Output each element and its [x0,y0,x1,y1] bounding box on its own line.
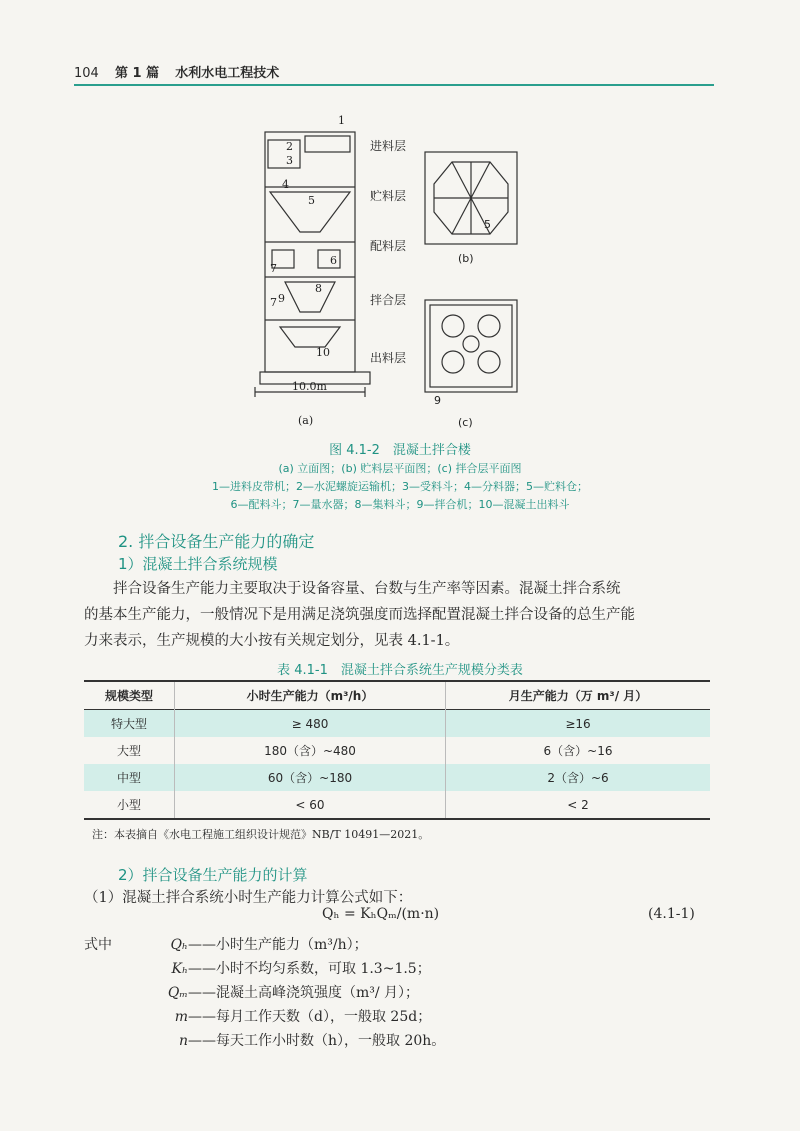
para-line: 的基本生产能力，一般情况下是用满足浇筑强度而选择配置混凝土拌合设备的总生产能 [84,607,635,623]
definition-text: ——每天工作小时数（h），一般取 20h。 [188,1033,446,1049]
table-cell: 2（含）~6 [547,771,609,785]
subsection-calc: 2）拌合设备生产能力的计算 [118,866,308,884]
label-6: 6 [330,254,337,267]
table-header: 小时生产能力（m³/h） [175,681,446,710]
scale-table [84,680,710,820]
definition-text: ——每月工作天数（d），一般取 25d； [188,1009,432,1025]
sub-label-b: (b) [458,252,474,265]
table-cell: 大型 [84,737,175,764]
book-title: 水利水电工程技术 [175,66,280,81]
formula: Qₕ = KₕQₘ/(m·n) [322,906,440,922]
label-2: 2 [286,140,293,153]
hopper-box [268,140,300,168]
table-row [84,710,710,738]
label-1: 1 [338,114,345,127]
sub-label-a: (a) [298,414,314,427]
section-heading: 2. 拌合设备生产能力的确定 [118,532,315,551]
table-cell: 6（含）~16 [543,744,613,758]
formula-number: (4.1-1) [648,906,695,922]
subsection-scale: 1）混凝土拌合系统规模 [118,555,278,573]
definition-symbol: Qₕ [170,937,188,953]
plan-c-label-9: 9 [434,394,441,407]
definition-text: ——混凝土高峰浇筑强度（m³/ 月）； [188,985,420,1001]
header-rule [74,84,714,86]
conveyor-box [305,136,350,152]
table-note: 注：本表摘自《水电工程施工组织设计规范》NB/T 10491—2021。 [92,828,430,841]
table-header: 月生产能力（万 m³/ 月） [508,689,648,703]
figure-legend-1: 1—进料皮带机；2—水泥螺旋运输机；3—受料斗；4—分料器；5—贮料仓； [212,480,588,493]
part-label: 第 1 篇 [114,66,160,81]
table-header-row [84,681,710,710]
figure-subtitle: (a) 立面图；(b) 贮料层平面图；(c) 拌合层平面图 [278,462,522,475]
label-9: 9 [278,292,285,305]
definition-row [84,982,445,1006]
storage-plan [425,152,517,244]
table-cell: < 2 [567,797,589,812]
definition-symbol: Qₘ [167,985,188,1001]
table-title: 表 4.1-1 混凝土拌合系统生产规模分类表 [277,663,523,678]
level-batching: 配料层 [370,239,407,253]
table-row [84,737,710,764]
table-cell: ≥16 [565,716,591,731]
table-cell: 中型 [84,764,175,791]
table-header: 规模类型 [84,681,175,710]
table-cell: ≥ 480 [175,710,446,738]
label-7a: 7 [270,262,277,275]
table-row [84,764,710,791]
definition-row [84,1030,445,1054]
definition-text: ——小时不均匀系数，可取 1.3~1.5； [188,961,431,977]
label-7b: 7 [270,296,277,309]
definition-row [84,1006,445,1030]
para-line: 力来表示，生产规模的大小按有关规定划分，见表 4.1-1。 [84,633,460,649]
page-number: 104 [74,66,99,81]
definition-row [84,934,445,958]
definition-symbol: n [178,1033,188,1049]
definition-symbol: Kₕ [171,961,188,977]
plan-b-label-5: 5 [484,218,491,231]
running-header [74,62,712,84]
table-cell: 180（含）~480 [175,737,446,764]
calc-item-1: （1）混凝土拌合系统小时生产能力计算公式如下： [84,890,413,906]
mixing-plant-figure [120,92,700,442]
mixing-plan [425,300,517,392]
table-row [84,791,710,819]
table-cell: 小型 [84,791,175,819]
definition-text: ——小时生产能力（m³/h）； [188,937,368,953]
dimension-label: 10.0m [292,380,327,393]
label-10: 10 [316,346,330,359]
mixer [280,327,340,347]
level-mixing: 拌合层 [370,293,407,307]
level-feed: 进料层 [370,139,407,153]
table-cell: 特大型 [84,710,175,738]
label-3: 3 [286,154,293,167]
figure-legend-2: 6—配料斗；7—量水器；8—集料斗；9—拌合机；10—混凝土出料斗 [230,498,570,511]
figure-title: 图 4.1-2 混凝土拌合楼 [329,443,471,458]
definition-lead: 式中 [84,937,112,953]
variable-definitions [84,934,445,1054]
table-cell: 60（含）~180 [175,764,446,791]
paragraph-scale [84,576,710,654]
para-line: 拌合设备生产能力主要取决于设备容量、台数与生产率等因素。混凝土拌合系统 [113,581,621,597]
collection-hopper [285,282,335,312]
definition-symbol: m [174,1009,188,1025]
level-storage: 贮料层 [370,189,407,203]
sub-label-c: (c) [458,416,473,429]
label-4: 4 [282,178,289,191]
level-discharge: 出料层 [370,351,407,365]
label-8: 8 [315,282,322,295]
label-5: 5 [308,194,315,207]
definition-row [84,958,445,982]
table-cell: < 60 [175,791,446,819]
